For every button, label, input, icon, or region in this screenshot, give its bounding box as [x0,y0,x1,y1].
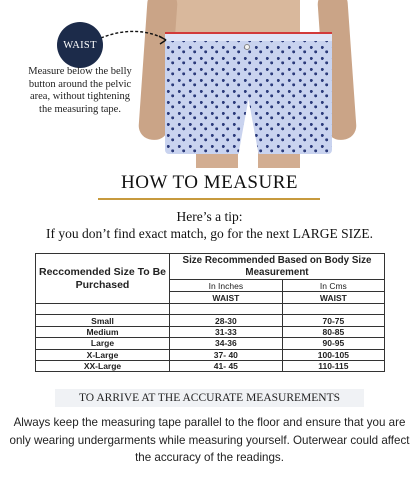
how-to-measure-title: HOW TO MEASURE [121,172,298,193]
size-inches: 28-30 [170,315,283,326]
measure-note: Measure below the belly button around the pelvic area, without tightening the measuring tape. [28,66,132,115]
size-cms: 100-105 [282,349,384,360]
size-cms: 80-85 [282,326,384,337]
cms-header: In Cms [282,280,384,292]
waist-badge-label: WAIST [63,39,97,51]
table-row [36,315,385,326]
inches-waist-header: WAIST [170,292,283,304]
cms-waist-header: WAIST [282,292,384,304]
title-underline [98,198,320,200]
table-row [36,349,385,360]
size-cms: 110-115 [282,360,384,371]
recommended-size-header: Reccomended Size To Be Purchased [36,254,170,304]
size-name: XX-Large [36,360,170,371]
size-cms: 70-75 [282,315,384,326]
waist-badge [57,22,103,68]
size-inches: 37- 40 [170,349,283,360]
table-row [36,338,385,349]
size-name: Large [36,338,170,349]
tip-label: Here’s a tip: [176,209,243,224]
tip-text: If you don’t find exact match, go for the next LARGE SIZE. [45,226,374,241]
size-name: Medium [36,326,170,337]
inches-header: In Inches [170,280,283,292]
size-inches: 31-33 [170,326,283,337]
measuring-advice: Always keep the measuring tape parallel to the floor and ensure that you are only wearing undergarments while measuring yourself. Outerwear could affect the accuracy of the readings. [9,416,410,464]
table-row [36,360,385,371]
size-cms: 90-95 [282,338,384,349]
body-measurement-header: Size Recommended Based on Body Size Measurement [170,254,385,280]
size-inches: 34-36 [170,338,283,349]
size-name: Small [36,315,170,326]
size-chart-table [35,253,385,372]
table-spacer-row [36,304,385,315]
table-row [36,326,385,337]
size-name: X-Large [36,349,170,360]
table-header-row [36,254,385,280]
size-inches: 41- 45 [170,360,283,371]
accurate-measurements-title: TO ARRIVE AT THE ACCURATE MEASUREMENTS [55,389,364,407]
